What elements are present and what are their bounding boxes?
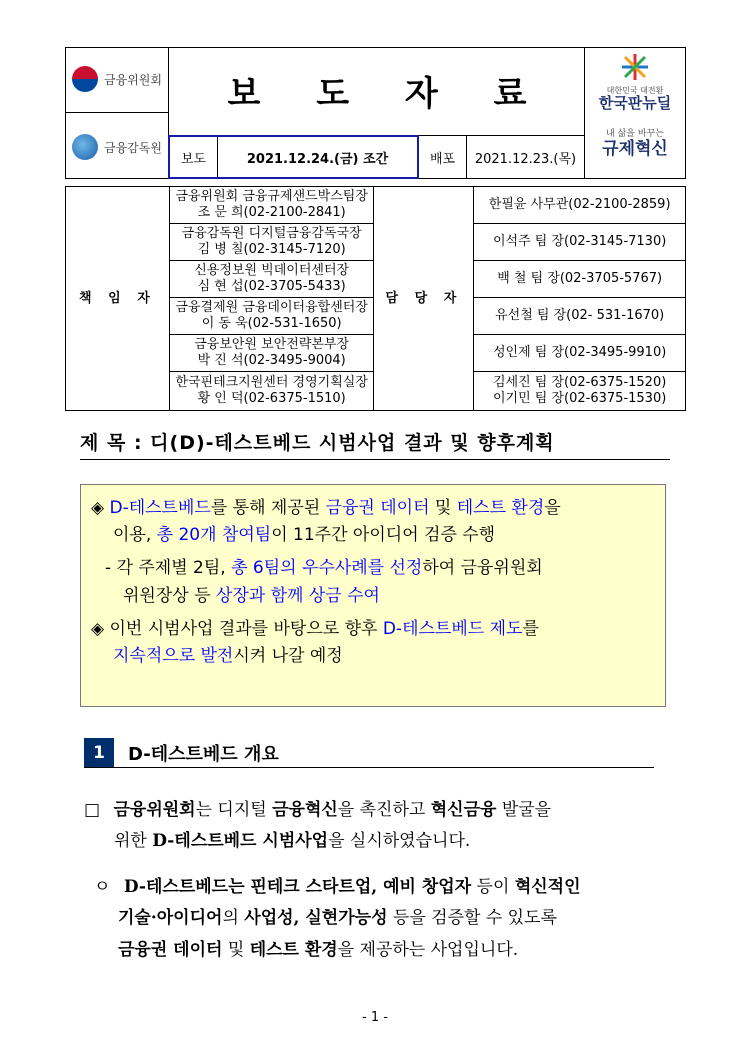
responsible-cell xyxy=(169,335,374,372)
circle-bullet-icon: ㅇ xyxy=(94,877,111,897)
person-contact: 황 인 덕(02-6375-1510) xyxy=(197,391,346,406)
text: 의 xyxy=(222,908,245,929)
org-name: 신용정보원 빅데이터센터장 xyxy=(194,263,350,279)
responsible-cell xyxy=(169,224,374,261)
paragraph-2 xyxy=(94,872,674,966)
korean-new-deal-logo xyxy=(592,52,678,113)
org-name: 금융위원회 금융규제샌드박스팀장 xyxy=(175,189,368,205)
divider xyxy=(584,47,585,179)
manager-label: 담 당 자 xyxy=(374,187,474,411)
diamond-bullet-icon: ◈ xyxy=(91,618,105,639)
text-highlight: 총 6팀의 우수사례를 선정 xyxy=(231,558,423,579)
org-name: 금융감독원 디지털금융감독국장 xyxy=(181,226,362,242)
summary-box xyxy=(80,484,666,707)
subject-title: 제 목 : 디(D)-테스트베드 시범사업 결과 및 향후계획 xyxy=(80,428,670,460)
responsible-cell xyxy=(169,187,374,224)
fss-logo-text: 금융감독원 xyxy=(104,140,162,155)
square-bullet-icon: □ xyxy=(84,800,101,820)
korea-emblem-icon xyxy=(72,66,98,92)
org-name: 금융결제원 금융데이터융합센터장 xyxy=(175,300,368,316)
text-bold: D-테스트베드 시범사업 xyxy=(152,831,329,852)
text-highlight: D-테스트베드 제도 xyxy=(382,618,523,639)
text: 를 통해 제공된 xyxy=(210,498,326,518)
text-highlight: 지속적으로 발전 xyxy=(113,645,234,666)
person-contact: 심 현 섭(02-3705-5433) xyxy=(197,279,346,294)
org-name: 금융보안원 보안전략본부장 xyxy=(194,337,350,353)
manager-contact: 이석주 팀 장(02-3145-7130) xyxy=(474,224,686,261)
text: 등을 검증할 수 있도록 xyxy=(387,908,557,929)
text: 위원장상 등 xyxy=(123,585,216,606)
text: - 각 주제별 2팀, xyxy=(105,558,232,579)
text-bold: 기술·아이디어 xyxy=(118,908,223,929)
summary-bullet-2 xyxy=(91,616,655,670)
manager-contact: 유선철 팀 장(02- 531-1670) xyxy=(474,298,686,335)
text: 및 xyxy=(429,498,457,518)
text: 발굴을 xyxy=(496,800,552,820)
fss-logo xyxy=(72,134,162,160)
reg-text: 규제혁신 xyxy=(602,138,668,159)
dist-date: 2021.12.23.(목) xyxy=(467,135,584,179)
section-title: D-테스트베드 개요 xyxy=(128,744,279,765)
org-name: 한국핀테크지원센터 경영기획실장 xyxy=(175,375,368,391)
text-bold: 금융권 데이터 xyxy=(118,939,223,960)
text: 을 실시하였습니다. xyxy=(328,831,471,852)
text: 이용, xyxy=(113,525,157,546)
text-bold: 금융위원회 xyxy=(113,800,196,820)
text: 을 제공하는 사업입니다. xyxy=(337,939,519,960)
manager-contact: 백 철 팀 장(02-3705-5767) xyxy=(474,261,686,298)
divider xyxy=(65,112,169,113)
manager-contact: 성인제 팀 장(02-3495-9910) xyxy=(474,335,686,372)
summary-dash-1 xyxy=(91,555,655,609)
responsible-cell xyxy=(169,298,374,335)
section-underline xyxy=(84,767,654,768)
text-bold: 사업성, 실현가능성 xyxy=(244,908,388,929)
text-bold: 혁신금융 xyxy=(430,800,497,820)
text: 시켜 나갈 예정 xyxy=(233,645,343,666)
manager-contact: 이기민 팀 장(02-6375-1530) xyxy=(493,391,667,406)
responsible-label: 책 임 자 xyxy=(66,187,170,411)
person-contact: 김 병 칠(02-3145-7120) xyxy=(197,242,346,257)
person-contact: 박 진 석(02-3495-9004) xyxy=(197,353,346,368)
text-highlight: 상장과 함께 상금 수여 xyxy=(215,585,380,606)
page-title: 보 도 자 료 xyxy=(227,73,549,114)
text: 를 xyxy=(522,618,539,639)
section-number: 1 xyxy=(84,738,114,768)
text-highlight: D-테스트베드 xyxy=(109,498,211,518)
fsc-logo-text: 금융위원회 xyxy=(104,72,162,87)
manager-cell xyxy=(474,372,686,411)
text: 이번 시범사업 결과를 바탕으로 향후 xyxy=(109,618,383,639)
page-number: - 1 - xyxy=(362,1010,388,1025)
text-bold: 금융혁신 xyxy=(272,800,338,820)
text-highlight: 테스트 환경 xyxy=(456,498,545,518)
new-deal-star-icon xyxy=(620,52,650,82)
text-highlight: 총 20개 참여팀 xyxy=(156,525,272,546)
manager-contact: 김세진 팀 장(02-6375-1520) xyxy=(493,375,667,391)
text: 이 11주간 아이디어 검증 수행 xyxy=(271,525,496,546)
new-deal-subtitle: 대한민국 대전환 xyxy=(606,86,664,96)
text-bold: 테스트 환경 xyxy=(249,939,338,960)
text-bold: D-테스트베드는 핀테크 스타트업, 예비 창업자 xyxy=(123,877,472,897)
dist-label: 배포 xyxy=(419,135,467,179)
text: 위한 xyxy=(114,831,153,852)
text: 을 촉진하고 xyxy=(337,800,431,820)
fsc-logo xyxy=(72,66,162,92)
text: 등이 xyxy=(471,877,515,897)
new-deal-text: 한국판뉴딜 xyxy=(598,94,672,113)
manager-contact: 한필윤 사무관(02-2100-2859) xyxy=(474,187,686,224)
report-label: 보도 xyxy=(170,137,218,177)
person-contact: 이 동 욱(02-531-1650) xyxy=(201,316,342,331)
reg-subtitle: 내 삶을 바꾸는 xyxy=(606,129,664,139)
contact-table xyxy=(65,186,686,411)
person-contact: 조 문 희(02-2100-2841) xyxy=(197,205,346,220)
text-bold: 혁신적인 xyxy=(514,877,581,897)
fss-emblem-icon xyxy=(72,134,98,160)
summary-bullet-1 xyxy=(91,495,655,549)
text: 는 디지털 xyxy=(195,800,273,820)
report-date: 2021.12.24.(금) 조간 xyxy=(246,151,389,167)
diamond-bullet-icon: ◈ xyxy=(91,498,105,518)
text: 하여 금융위원회 xyxy=(422,558,543,579)
regulatory-innovation-logo xyxy=(592,130,678,159)
text-highlight: 금융권 데이터 xyxy=(325,498,430,518)
responsible-cell xyxy=(169,372,374,411)
responsible-cell xyxy=(169,261,374,298)
text: 및 xyxy=(222,939,250,960)
paragraph-1 xyxy=(84,795,674,858)
text: 을 xyxy=(544,498,561,518)
